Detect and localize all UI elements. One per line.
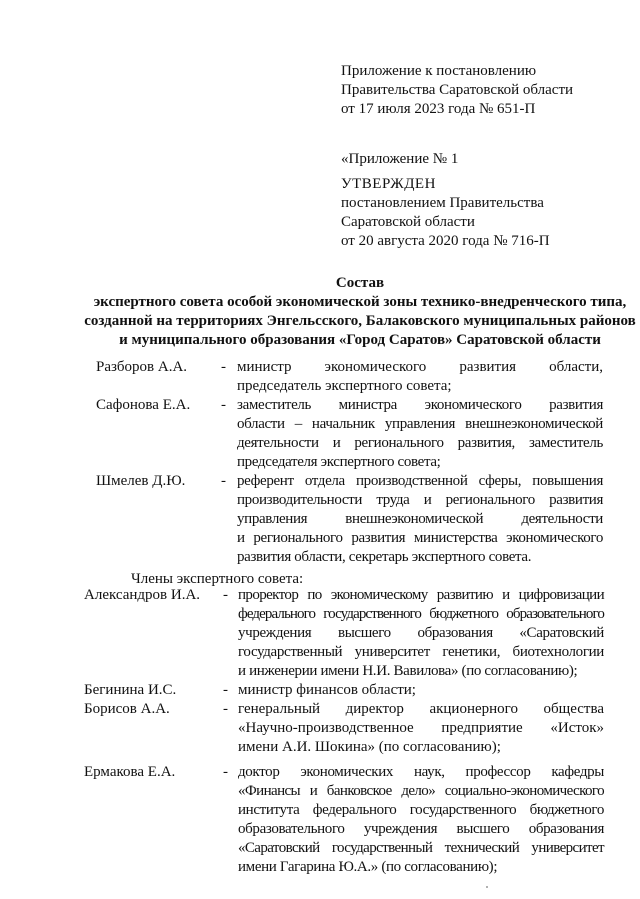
member-name: Ермакова Е.А.: [84, 764, 176, 780]
role-line: генеральный директор акционерного общества: [238, 701, 604, 717]
member-role: [237, 472, 603, 567]
title-line: созданной на территориях Энгельсского, Балаковского муниципальных районов: [84, 313, 636, 329]
leadership-list: [96, 358, 603, 567]
role-line: производительности труда и регионального развития: [237, 492, 603, 508]
member-name: Бегинина И.С.: [84, 682, 177, 698]
member-role: [237, 358, 603, 396]
approval-line: от 20 августа 2020 года № 716-П: [341, 233, 550, 249]
role-line: института федерального государственного бюджетного: [238, 802, 604, 818]
member-role: [238, 763, 604, 877]
dash: -: [221, 397, 226, 413]
appendix-header-line: Правительства Саратовской области: [341, 82, 574, 98]
dash: -: [221, 473, 226, 489]
dash: -: [223, 587, 228, 603]
member-row: [84, 763, 604, 877]
role-line: деятельности и регионального развития, заместитель: [237, 435, 603, 451]
role-line: образовательного учреждения высшего образования: [238, 821, 604, 837]
title-line: и муниципального образования «Город Саратов» Саратовской области: [119, 332, 601, 348]
members-list: [84, 586, 604, 877]
scan-speck: [486, 886, 488, 888]
member-row: [84, 586, 604, 681]
member-role: [238, 681, 604, 700]
approval-line: Саратовской области: [341, 214, 475, 230]
role-line: управления внешнеэкономической деятельности: [237, 511, 603, 527]
role-line: «Финансы и банковское дело» социально-экономического: [238, 783, 604, 799]
role-line: министр финансов области;: [238, 682, 416, 698]
member-row: [96, 396, 603, 472]
dash: -: [223, 701, 228, 717]
member-name: Александров И.А.: [84, 587, 201, 603]
role-line: проректор по экономическому развитию и цифровизации: [238, 587, 604, 603]
role-line: председателя экспертного совета;: [237, 454, 441, 470]
member-row: [84, 700, 604, 757]
dash: -: [223, 682, 228, 698]
member-name: Шмелев Д.Ю.: [96, 473, 186, 489]
dash: -: [223, 764, 228, 780]
approval-block: [341, 175, 631, 251]
appendix-header-line: от 17 июля 2023 года № 651-П: [341, 101, 536, 117]
role-line: федерального государственного бюджетного образовательного: [238, 606, 604, 622]
role-line: заместитель министра экономического развития: [237, 397, 603, 413]
approval-line: постановлением Правительства: [341, 195, 544, 211]
title-line: Состав: [335, 275, 385, 291]
role-line: и регионального развития министерства экономического: [237, 530, 603, 546]
member-role: [237, 396, 603, 472]
role-line: доктор экономических наук, профессор кафедры: [238, 764, 604, 780]
appendix-number: «Приложение № 1: [341, 151, 459, 167]
title-line: экспертного совета особой экономической зоны технико-внедренческого типа,: [93, 294, 627, 310]
member-row: [96, 358, 603, 396]
role-line: области – начальник управления внешнеэкономической: [237, 416, 603, 432]
role-line: референт отдела производственной сферы, повышения: [237, 473, 603, 489]
member-row: [84, 681, 604, 700]
approved-heading: УТВЕРЖДЕН: [341, 176, 436, 192]
appendix-header: [341, 62, 631, 119]
member-name: Борисов А.А.: [84, 701, 170, 717]
role-line: и инженерии имени Н.И. Вавилова» (по согласованию);: [238, 663, 578, 679]
dash: -: [221, 359, 226, 375]
role-line: министр экономического развития области,: [237, 359, 603, 375]
member-row: [96, 472, 603, 567]
role-line: «Саратовский государственный технический университет: [238, 840, 604, 856]
member-role: [238, 700, 604, 757]
role-line: развития области, секретарь экспертного совета.: [237, 549, 532, 565]
document-title: [60, 274, 640, 350]
member-name: Сафонова Е.А.: [96, 397, 191, 413]
member-role: [238, 586, 604, 681]
appendix-header-line: Приложение к постановлению: [341, 63, 537, 79]
role-line: председатель экспертного совета;: [237, 378, 452, 394]
role-line: «Научно-производственное предприятие «Исток»: [238, 720, 604, 736]
members-heading: Члены экспертного совета:: [131, 571, 304, 587]
role-line: государственный университет генетики, биотехнологии: [238, 644, 604, 660]
member-name: Разборов А.А.: [96, 359, 188, 375]
role-line: имени А.И. Шокина» (по согласованию);: [238, 739, 501, 755]
role-line: имени Гагарина Ю.А.» (по согласованию);: [238, 859, 498, 875]
role-line: учреждения высшего образования «Саратовский: [238, 625, 604, 641]
